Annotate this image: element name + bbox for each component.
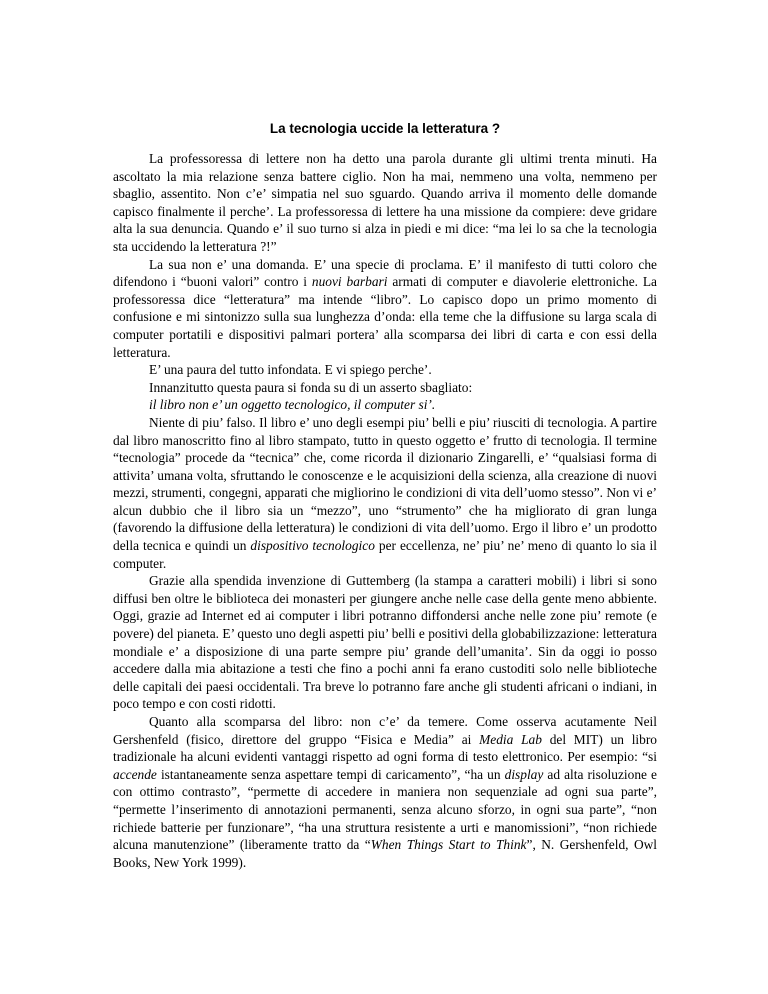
paragraph-text: Quanto alla scomparsa del libro: non c’e’ da temere. Come osserva acutamente Neil Gershenfeld (fisico, direttore del gruppo “Fisica e Media” ai (113, 714, 657, 747)
paragraph (113, 150, 657, 256)
italic-text: When Things Start to Think (370, 837, 527, 853)
paragraph (113, 361, 657, 379)
paragraph (113, 256, 657, 362)
paragraph (113, 572, 657, 713)
italic-text: accende (113, 766, 157, 782)
italic-text: nuovi barbari (311, 274, 388, 290)
document-page (113, 120, 657, 871)
italic-text: il libro non e’ un oggetto tecnologico, il computer si’. (149, 397, 436, 413)
paragraph-text: ad alta risoluzione e con ottimo contrasto”, “permette di accedere in maniera non sequenziale ad ogni sua parte”, “permette l’inserimento di annotazioni permanenti, senza alcuno sforzo, in ogni sua parte”, “non richiede batterie per funzionare”, “ha una struttura resistente a urti e manomissioni”, “non richiede alcuna manutenzione” (liberamente tratto da “ (113, 766, 657, 853)
italic-text: Media Lab (479, 731, 542, 747)
paragraph-text: La professoressa di lettere non ha detto una parola durante gli ultimi trenta minuti. Ha ascoltato la mia relazione senza battere ciglio. Non ha mai, nemmeno una volta, nemmeno per sbaglio, assentito. Non c’e’ simpatia nel suo sguardo. Quando arriva il momento delle domande capisco finalmente il perche’. La professoressa di lettere ha una missione da compiere: deve gridare alta la sua denuncia. Quando e’ il suo turno si alza in piedi e mi dice: “ma lei lo sa che la tecnologia sta uccidendo la letteratura ?!” (113, 151, 657, 254)
paragraph-text: armati di computer e diavolerie elettroniche. La professoressa dice “letteratura” ma intende “libro”. Lo capisco dopo un primo momento di confusione e mi sintonizzo sulla sua lunghezza d’onda: ella teme che la diffusione su larga scala di computer portatili e dispositivi palmari portera’ alla scomparsa dei libri di carta e con essi della letteratura. (113, 274, 657, 360)
paragraph-text: La sua non e’ una domanda. E’ una specie di proclama. E’ il manifesto di tutti coloro che difendono i “buoni valori” contro i (113, 256, 657, 290)
paragraph (113, 396, 657, 414)
paragraph-text: per eccellenza, ne’ piu’ ne’ meno di quanto lo sia il computer. (113, 538, 657, 571)
document-body (113, 150, 657, 871)
paragraph-text: istantaneamente senza aspettare tempi di caricamento”, “ha un (156, 766, 505, 782)
paragraph-text: Niente di piu’ falso. Il libro e’ uno degli esempi piu’ belli e piu’ riusciti di tecnologia. A partire dal libro manoscritto fino al libro stampato, tutto in questo oggetto e’ frutto di tecnologia. Il termine “tecnologia” procede da “tecnica” che, come ricorda il dizionario Zingarelli, e’ “qualsiasi forma di attivita’ umana volta, sfruttando le conoscenze e le acquisizioni della scienza, alla creazione di nuovi mezzi, strumenti, congegni, apparati che migliorino le condizioni di vita dell’uomo stesso”. Non vi e’ alcun dubbio che il libro sia un “mezzo”, uno “strumento” che ha migliorato di gran lunga (favorendo la diffusione della letteratura) le condizioni di vita dell’uomo. Ergo il libro e’ un prodotto della tecnica e quindi un (113, 414, 657, 554)
italic-text: display (504, 766, 544, 782)
paragraph-text: del MIT) un libro tradizionale ha alcuni evidenti vantaggi rispetto ad ogni forma di testo elettronico. Per esempio: “si (113, 731, 657, 765)
paragraph-text: Innanzitutto questa paura si fonda su di un asserto sbagliato: (149, 379, 473, 395)
paragraph (113, 713, 657, 871)
paragraph (113, 414, 657, 572)
document-title: La tecnologia uccide la letteratura ? (269, 121, 501, 136)
paragraph-text: Grazie alla spendida invenzione di Guttemberg (la stampa a caratteri mobili) i libri si sono diffusi ben oltre le biblioteca dei monasteri per giungere anche nelle case della gente meno abbiente. Oggi, grazie ad Internet ed ai computer i libri potranno diffondersi anche nelle zone piu’ remote (e povere) del pianeta. E’ questo uno degli aspetti piu’ belli e positivi della globabilizzazione: letteratura mondiale e’ a disposizione di una parte sempre piu’ grande dell’umanita’. Sin da oggi io posso accedere dalla mia abitazione a testi che fino a pochi anni fa erano custoditi solo nelle biblioteche delle capitali dei paesi occidentali. Tra breve lo potranno fare anche gli studenti africani o indiani, in poco tempo e con costi ridotti. (113, 573, 657, 712)
italic-text: dispositivo tecnologico (250, 538, 375, 554)
paragraph-text: ”, N. Gershenfeld, Owl Books, New York 1999). (113, 837, 658, 870)
paragraph (113, 379, 657, 397)
paragraph-text: E’ una paura del tutto infondata. E vi spiego perche’. (149, 362, 432, 378)
